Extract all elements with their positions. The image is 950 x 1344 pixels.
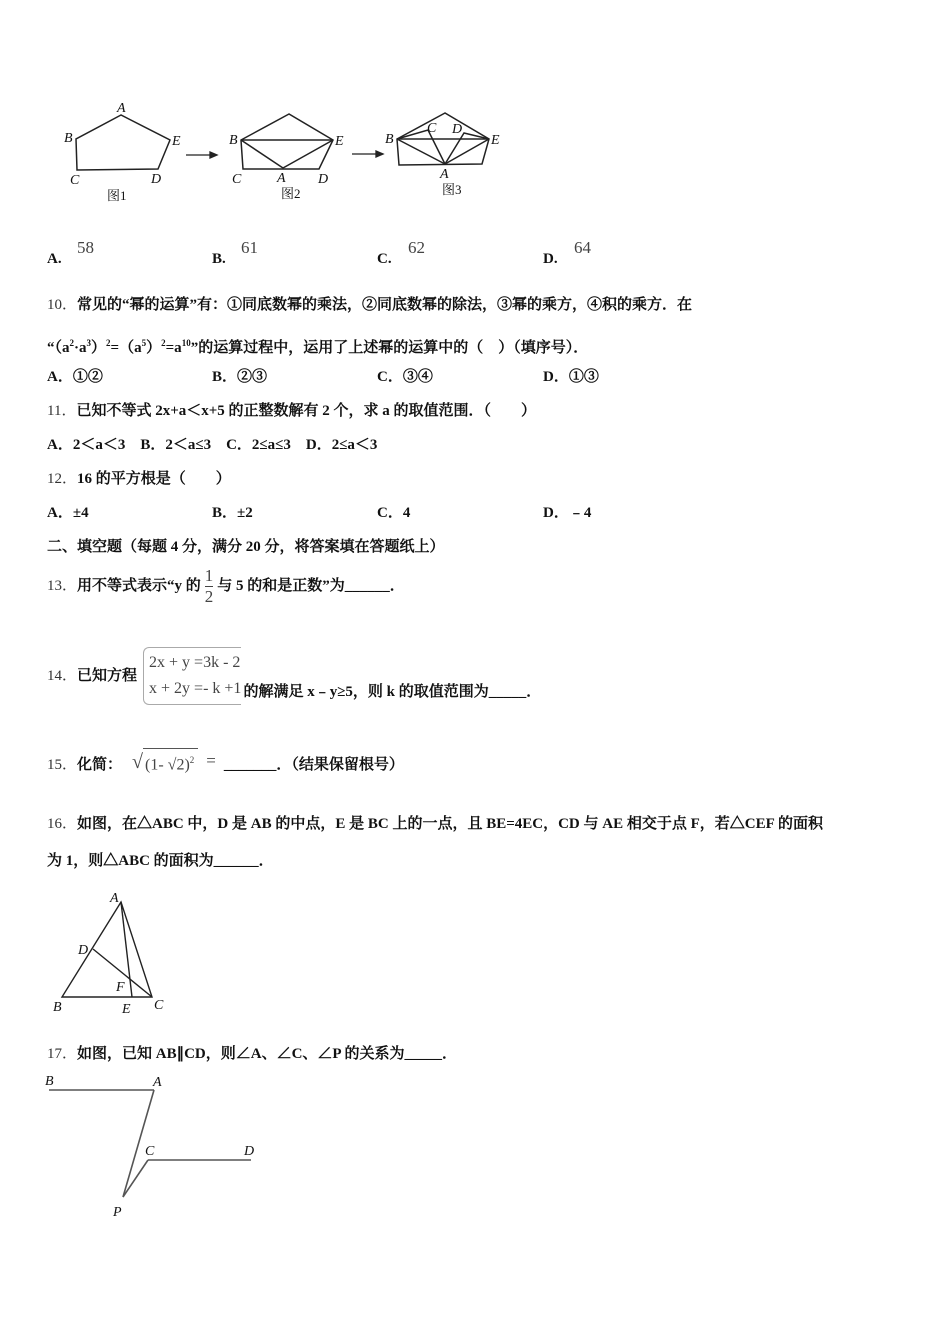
q10-exponent: 2 <box>106 338 111 348</box>
q10-line1 <box>47 296 692 314</box>
q12-question <box>47 470 231 488</box>
q17-text: 如图，已知 AB∥CD，则∠A、∠C、∠P 的关系为_____． <box>77 1046 458 1062</box>
fig1-label-d: D <box>151 172 162 187</box>
fig1-label-c: C <box>70 173 80 188</box>
q14-equation-2: x + 2y =- k +1 <box>149 680 242 697</box>
q17-label-b: B <box>45 1074 54 1089</box>
option-letter: B． <box>212 369 238 385</box>
option-value: ①③ <box>568 369 599 385</box>
q17-number: 17． <box>47 1046 78 1062</box>
figure-1-pentagon <box>76 115 170 170</box>
q17-question <box>47 1045 457 1063</box>
q9-option-c-letter: C. <box>377 251 392 267</box>
q16-line2: 为 1，则△ABC 的面积为______． <box>47 853 274 869</box>
q17-label-a: A <box>153 1075 162 1090</box>
q16-number: 16． <box>47 816 78 832</box>
fraction-denominator: 2 <box>204 586 214 606</box>
q13-fraction <box>205 566 214 607</box>
q10-exponent: 5 <box>141 338 147 348</box>
q16-label-f: F <box>116 980 125 995</box>
option-value: ②③ <box>237 369 268 385</box>
q13-question <box>47 563 405 609</box>
q10-exponent: 10 <box>181 338 191 348</box>
fig2-label-a: A <box>277 171 286 186</box>
section-heading: 二、填空题（每题 4 分，满分 20 分，将答案填在答题纸上） <box>47 539 445 555</box>
q15-exponent: 2 <box>189 754 195 765</box>
fig3-label-b: B <box>385 132 394 147</box>
fig3-label-d: D <box>452 122 463 137</box>
q9-option-a-letter: A. <box>47 251 62 267</box>
q15-expression <box>143 748 198 774</box>
q10-expr-part: =a <box>165 340 182 356</box>
q12-option-b <box>212 504 253 522</box>
q10-expr-part: ） <box>146 340 162 356</box>
q10-line2 <box>47 334 588 357</box>
q15-radical <box>132 748 198 774</box>
fig1-label-e: E <box>172 134 181 149</box>
q10-option-c <box>377 368 433 386</box>
option-value: ③④ <box>402 369 433 385</box>
q11-text: 已知不等式 2x+a＜x+5 的正整数解有 2 个，求 a 的取值范围．（ ） <box>76 403 537 419</box>
q15-equals: = <box>206 751 216 770</box>
q10-expr-part: ”的运算过程中，运用了上述幂的运算中的（ ）（填序号）． <box>190 340 589 356</box>
q9-option-b-letter: B. <box>212 251 226 267</box>
q13-number: 13． <box>47 578 78 594</box>
q10-option-d <box>543 368 599 386</box>
figure-3-folded <box>397 113 489 165</box>
fig2-label-d: D <box>318 172 329 187</box>
q16-label-b: B <box>53 1000 62 1015</box>
figure-q16-triangle <box>62 902 152 997</box>
q10-exponent: 3 <box>86 338 92 348</box>
option-letter: C． <box>377 369 403 385</box>
option-letter: A． <box>47 505 73 521</box>
fig1-label-b: B <box>64 131 73 146</box>
q15-answer-blank: _______．（结果保留根号） <box>223 757 404 773</box>
fig1-label-a: A <box>117 101 126 116</box>
option-letter: A． <box>47 369 73 385</box>
q10-expr-part: =（a <box>110 340 142 356</box>
q12-option-a <box>47 504 89 522</box>
q17-label-c: C <box>145 1144 155 1159</box>
q10-option-b <box>212 368 267 386</box>
q14-equation-system <box>143 647 241 705</box>
fig3-caption: 图3 <box>442 182 462 197</box>
q14-equation-1: 2x + y =3k - 2 <box>149 654 241 671</box>
q12-option-d <box>543 504 591 522</box>
fraction-numerator: 1 <box>204 565 214 585</box>
q10-exponent: 2 <box>69 338 75 348</box>
q10-exponent: 2 <box>161 338 166 348</box>
q11-question <box>47 402 536 420</box>
option-letter: B． <box>212 505 238 521</box>
sqrt-icon: √ <box>132 751 144 773</box>
arrow-icon <box>186 151 383 158</box>
option-letter: D． <box>543 505 569 521</box>
fig2-caption: 图2 <box>281 186 301 201</box>
q14-question <box>47 645 541 707</box>
q16-label-d: D <box>78 943 89 958</box>
q10-number: 10． <box>47 297 78 313</box>
fig1-caption: 图1 <box>107 188 127 203</box>
q13-text: 用不等式表示“y 的 <box>77 578 201 594</box>
q9-option-b-value: 61 <box>241 238 258 257</box>
figure-2-folded <box>241 114 333 169</box>
fig3-label-e: E <box>491 133 500 148</box>
fig2-label-e: E <box>335 134 344 149</box>
q17-label-p: P <box>113 1205 122 1220</box>
option-letter: C． <box>377 505 403 521</box>
option-value: 4 <box>402 505 411 521</box>
q10-text: 常见的“幂的运算”有：①同底数幂的乘法，②同底数幂的除法，③幂的乘方，④积的乘方．在 <box>77 297 693 313</box>
q9-option-c-value: 62 <box>408 238 425 257</box>
fig3-label-c: C <box>427 121 437 136</box>
q11-options: A．2＜a＜3 B．2＜a≤3 C．2≤a≤3 D．2≤a＜3 <box>47 437 378 453</box>
option-value: ±2 <box>237 505 253 521</box>
fig2-label-c: C <box>232 172 242 187</box>
q16-label-e: E <box>122 1002 131 1017</box>
q14-text: 已知方程 <box>77 668 138 684</box>
q9-option-d-value: 64 <box>574 238 591 257</box>
option-value: ﹣4 <box>568 505 592 521</box>
q12-number: 12． <box>47 471 78 487</box>
q10-option-a <box>47 368 103 386</box>
q16-line1 <box>47 815 823 833</box>
q14-condition: 的解满足 x﹣y≥5，则 k 的取值范围为_____． <box>243 684 542 700</box>
fig3-label-a: A <box>440 167 449 182</box>
q15-number: 15． <box>47 757 78 773</box>
q9-option-a-value: 58 <box>77 238 94 257</box>
option-value: ±4 <box>72 505 89 521</box>
q13-text: 与 5 的和是正数”为______． <box>217 578 405 594</box>
q12-option-c <box>377 504 410 522</box>
q9-option-d-letter: D. <box>543 251 558 267</box>
q17-label-d: D <box>244 1144 255 1159</box>
q10-expr-part: ） <box>91 340 107 356</box>
q12-text: 16 的平方根是（ ） <box>77 471 231 487</box>
q16-text: 如图，在△ABC 中，D 是 AB 的中点，E 是 BC 上的一点，且 BE=4EC，CD 与 AE 相交于点 F，若△CEF 的面积 <box>77 816 823 832</box>
fig2-label-b: B <box>229 133 238 148</box>
q15-radicand: (1- √2) <box>145 756 190 773</box>
q16-label-c: C <box>154 998 164 1013</box>
q11-number: 11． <box>47 403 77 419</box>
option-value: ①② <box>72 369 103 385</box>
q10-expr-part: ·a <box>74 340 87 356</box>
q10-expr-part: “（a <box>47 340 70 356</box>
q15-question <box>47 730 404 774</box>
q15-text: 化简： <box>77 757 123 773</box>
q16-label-a: A <box>110 891 119 906</box>
option-letter: D． <box>543 369 569 385</box>
q14-number: 14． <box>47 668 78 684</box>
